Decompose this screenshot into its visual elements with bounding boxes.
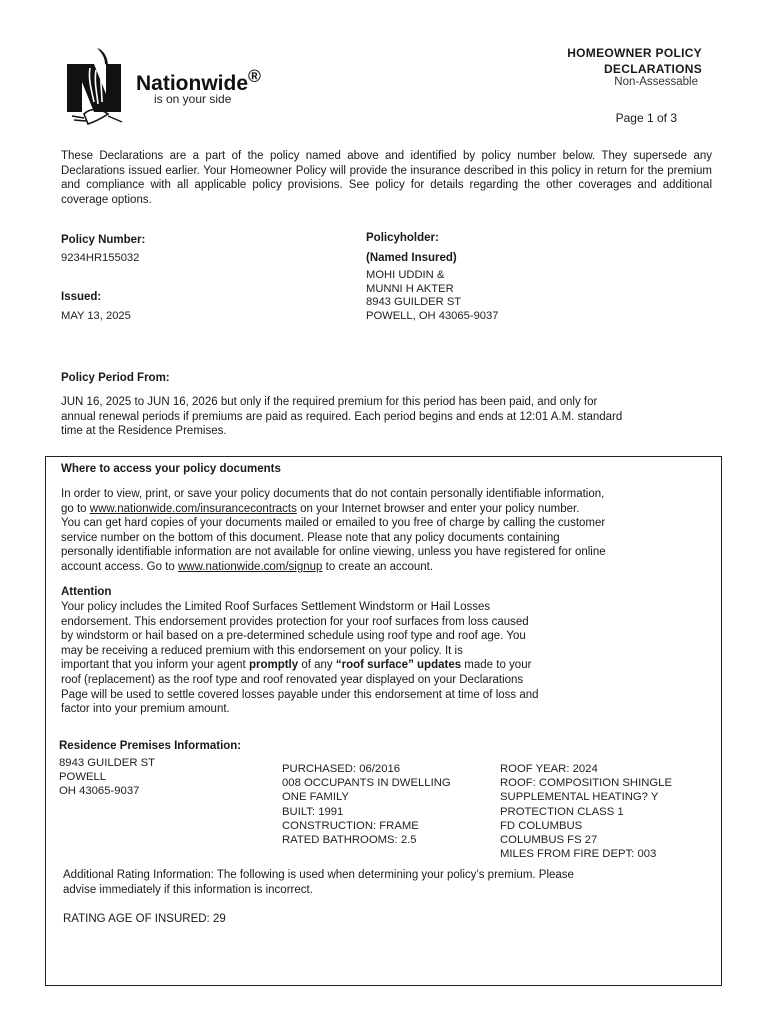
attention-line: important that you inform your agent promptly of any “roof surface” updates made to your xyxy=(61,659,532,672)
period-line: time at the Residence Premises. xyxy=(61,425,227,438)
rating-age: RATING AGE OF INSURED: 29 xyxy=(63,913,226,925)
policy-number: 9234HR155032 xyxy=(61,252,140,264)
access-text xyxy=(61,487,713,575)
nationwide-logo xyxy=(64,44,274,128)
attention-line: may be receiving a reduced premium with this endorsement on your policy. It is xyxy=(61,644,463,657)
attention-line: endorsement. This endorsement provides protection for your roof surfaces from loss caused xyxy=(61,615,529,628)
insurancecontracts-link[interactable]: www.nationwide.com/insurancecontracts xyxy=(89,502,297,515)
policyholder-line: MOHI UDDIN & xyxy=(366,269,445,281)
policyholder-label: Policyholder: xyxy=(366,232,439,244)
residence-address xyxy=(59,756,155,799)
detail-line: ONE FAMILY xyxy=(282,791,349,804)
access-line: You can get hard copies of your documents mailed or emailed to you free of charge by calling the customer xyxy=(61,517,606,530)
detail-line: ROOF: COMPOSITION SHINGLE xyxy=(500,777,672,790)
title-line-2: DECLARATIONS xyxy=(603,62,702,76)
rating-info xyxy=(63,868,713,897)
residence-title: Residence Premises Information: xyxy=(59,740,242,752)
policyholder-line: 8943 GUILDER ST xyxy=(366,296,462,309)
non-assessable-label: Non-Assessable xyxy=(614,76,698,88)
attention-line: factor into your premium amount. xyxy=(61,703,230,716)
detail-line: PURCHASED: 06/2016 xyxy=(282,763,401,775)
address-line: POWELL xyxy=(59,771,107,784)
policyholder-line: MUNNI H AKTER xyxy=(366,282,454,295)
brand-name: Nationwide® xyxy=(136,66,261,95)
detail-line: CONSTRUCTION: FRAME xyxy=(282,819,419,832)
access-line: service number on the bottom of this document. Please note that any policy documents containing xyxy=(61,531,560,544)
eagle-n-icon xyxy=(64,44,130,128)
document-title xyxy=(567,45,702,77)
detail-line: ROOF YEAR: 2024 xyxy=(500,763,598,775)
access-line: In order to view, print, or save your policy documents that do not contain personally identifiable information, xyxy=(61,488,605,500)
detail-line: COLUMBUS FS 27 xyxy=(500,834,598,847)
issued-date: MAY 13, 2025 xyxy=(61,310,131,322)
policyholder-block xyxy=(366,269,498,323)
attention-title: Attention xyxy=(61,586,112,598)
named-insured-label: (Named Insured) xyxy=(366,252,457,264)
roof-and-protection-details xyxy=(500,762,672,861)
period-line: annual renewal periods if premiums are paid as required. Each period begins and ends at 12:01 A.M. standard xyxy=(61,410,623,423)
policy-period-label: Policy Period From: xyxy=(61,372,170,384)
access-title: Where to access your policy documents xyxy=(61,463,281,475)
detail-line: BUILT: 1991 xyxy=(282,805,344,818)
attention-text xyxy=(61,600,681,717)
rating-line: advise immediately if this information is incorrect. xyxy=(63,883,313,896)
attention-line: Page will be used to settle covered losses payable under this endorsement at time of loss and xyxy=(61,688,539,701)
access-line: go to www.nationwide.com/insurancecontracts on your Internet browser and enter your policy number. xyxy=(61,502,580,515)
detail-line: MILES FROM FIRE DEPT: 003 xyxy=(500,848,657,861)
attention-line: by windstorm or hail based on a pre-determined schedule using roof type and roof age. You xyxy=(61,630,526,643)
policyholder-line: POWELL, OH 43065-9037 xyxy=(366,309,499,322)
policy-number-label: Policy Number: xyxy=(61,234,146,246)
detail-line: RATED BATHROOMS: 2.5 xyxy=(282,834,417,847)
access-line: account access. Go to www.nationwide.com/signup to create an account. xyxy=(61,560,434,573)
period-line: JUN 16, 2025 to JUN 16, 2026 but only if the required premium for this period has been paid, and only for xyxy=(61,396,598,408)
brand-tagline: is on your side xyxy=(154,92,232,106)
detail-line: SUPPLEMENTAL HEATING? Y xyxy=(500,791,659,804)
detail-line: PROTECTION CLASS 1 xyxy=(500,805,624,818)
address-line: 8943 GUILDER ST xyxy=(59,757,156,769)
policy-period-text xyxy=(61,395,721,439)
detail-line: FD COLUMBUS xyxy=(500,819,583,832)
intro-paragraph: These Declarations are a part of the policy named above and identified by policy number below. They supersede any Declarations issued earlier. Your Homeowner Policy will provide the insurance described in this policy in return for the premium and compliance with all applicable policy provisions. See policy for details regarding the other coverages and additional coverage options. xyxy=(61,150,712,206)
access-line: personally identifiable information are not available for online viewing, unless you have registered for online xyxy=(61,546,606,559)
rating-line: Additional Rating Information: The following is used when determining your policy’s premium. Please xyxy=(63,869,574,881)
address-line: OH 43065-9037 xyxy=(59,785,140,798)
attention-line: Your policy includes the Limited Roof Surfaces Settlement Windstorm or Hail Losses xyxy=(61,601,491,613)
title-line-1: HOMEOWNER POLICY xyxy=(567,46,702,60)
detail-line: 008 OCCUPANTS IN DWELLING xyxy=(282,777,451,790)
attention-line: roof (replacement) as the roof type and roof renovated year displayed on your Declarations xyxy=(61,673,524,686)
issued-label: Issued: xyxy=(61,291,102,303)
signup-link[interactable]: www.nationwide.com/signup xyxy=(177,560,323,573)
page-number: Page 1 of 3 xyxy=(615,111,677,125)
residence-details xyxy=(282,762,451,847)
